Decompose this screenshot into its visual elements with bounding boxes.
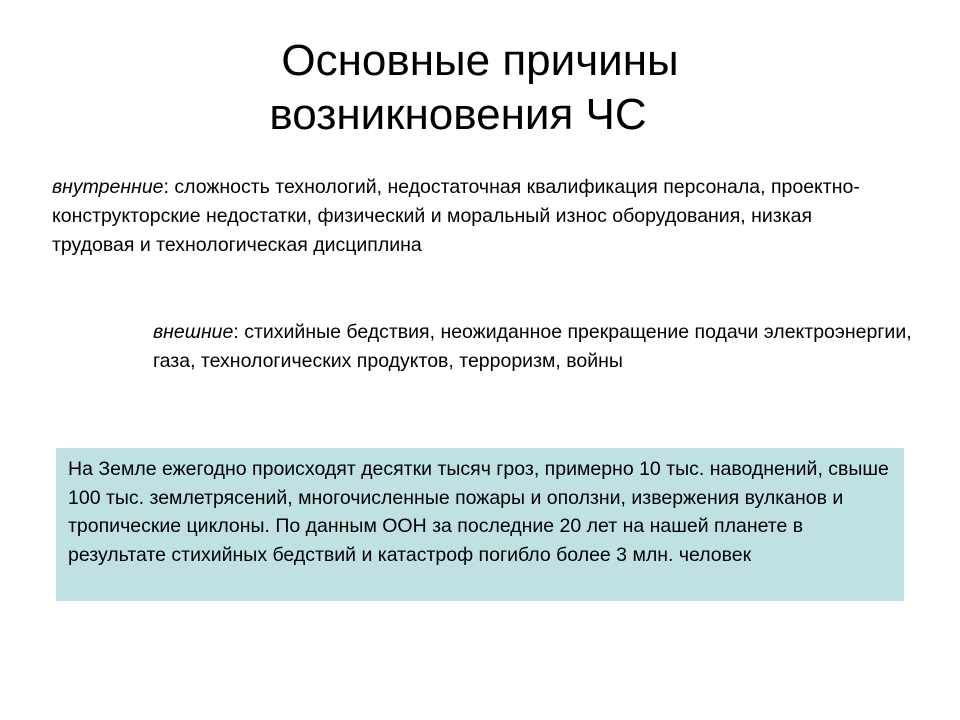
statistics-info-text: На Земле ежегодно происходят десятки тысяч гроз, примерно 10 тыс. наводнений, свыше 100 тыс. землетрясений, многочисленные пожары и оползни, извержения вулканов и тропические циклоны. По данным ООН за последние 20 лет на нашей планете в результате стихийных бедствий и катастроф погибло более 3 млн. человек [68,458,889,566]
external-causes-text: : стихийные бедствия, неожиданное прекращение подачи электроэнергии, газа, технологических продуктов, терроризм, войны [153,321,912,372]
slide-title-line-1: Основные причины [281,36,679,85]
external-causes-paragraph [153,318,913,376]
internal-causes-text: : сложность технологий, недостаточная квалификация персонала, проектно-конструкторские недостатки, физический и моральный износ оборудования, низкая трудовая и технологическая дисциплина [52,176,860,256]
external-causes-term: внешние [153,321,234,343]
statistics-info-box [56,448,904,601]
internal-causes-term: внутренние [52,176,164,198]
slide-title [0,34,960,142]
internal-causes-paragraph [52,173,872,260]
slide-title-line-2: возникновения ЧС [269,90,647,139]
